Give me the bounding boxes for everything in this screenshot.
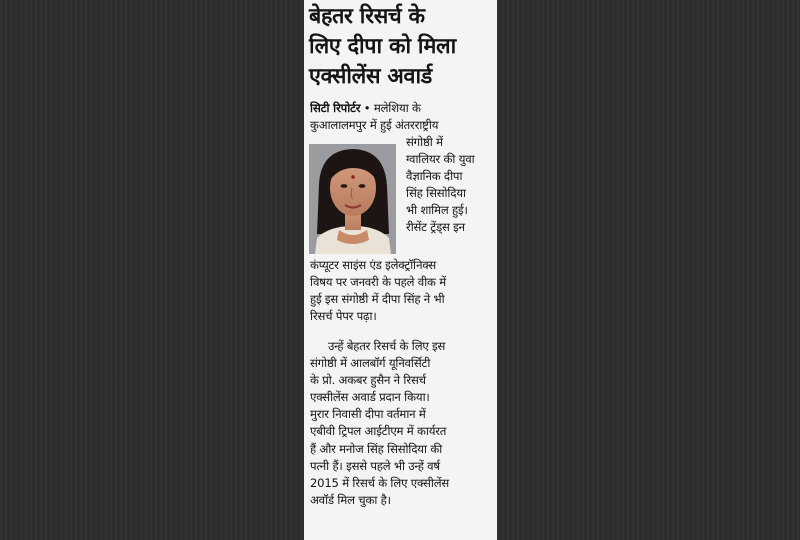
paragraph-2 bbox=[310, 338, 494, 509]
headline-line-1: बेहतर रिसर्च के bbox=[309, 4, 425, 29]
headline bbox=[309, 2, 495, 92]
article-lead bbox=[310, 100, 494, 134]
lead-text: मलेशिया के bbox=[373, 101, 421, 115]
body-line: रिसर्च पेपर पढ़ा। bbox=[310, 309, 377, 324]
dark-background-right bbox=[497, 0, 800, 540]
headline-line-2: लिए दीपा को मिला bbox=[309, 34, 456, 59]
headline-line-3: एक्सीलेंस अवार्ड bbox=[309, 64, 432, 89]
body-line: विषय पर जनवरी के पहले वीक में bbox=[310, 275, 446, 290]
body-line: संगोष्ठी में bbox=[406, 135, 443, 149]
byline-line bbox=[310, 100, 494, 117]
body-line: हुई इस संगोष्ठी में दीपा सिंह ने भी bbox=[310, 292, 445, 307]
body-line: रीसेंट ट्रेंड्स इन bbox=[406, 220, 465, 235]
dark-background-left bbox=[0, 0, 304, 540]
body-line: एक्सीलेंस अवार्ड प्रदान किया। bbox=[310, 390, 430, 405]
body-line: हैं और मनोज सिंह सिसोदिया की bbox=[310, 441, 443, 456]
body-line: एबीवी ट्रिपल आईटीएम में कार्यरत bbox=[310, 424, 447, 439]
body-line: संगोष्ठी में आलबॉर्ग यूनिवर्सिटी bbox=[310, 356, 431, 371]
body-line: मुरार निवासी दीपा वर्तमान में bbox=[310, 407, 426, 422]
body-line: 2015 में रिसर्च के लिए एक्सीलेंस bbox=[310, 475, 449, 490]
body-line: पत्नी हैं। इससे पहले भी उन्हें वर्ष bbox=[310, 458, 440, 473]
body-line: भी शामिल हुई। bbox=[406, 203, 468, 218]
body-line: कुआलालमपुर में हुई अंतरराष्ट्रीय bbox=[310, 118, 439, 133]
body-line: उन्हें बेहतर रिसर्च के लिए इस bbox=[328, 339, 446, 353]
body-line: अवॉर्ड मिल चुका है। bbox=[310, 492, 391, 507]
body-line: के प्रो. अकबर हुसैन ने रिसर्च bbox=[310, 373, 426, 388]
newspaper-clipping bbox=[304, 0, 497, 540]
body-line: कंप्यूटर साइंस एंड इलेक्ट्रॉनिक्स bbox=[310, 258, 436, 272]
paragraph-1 bbox=[310, 257, 494, 325]
body-line: सिंह सिसोदिया bbox=[406, 186, 466, 201]
body-line: ग्वालियर की युवा bbox=[406, 152, 475, 167]
bullet: • bbox=[363, 101, 371, 115]
body-line: वैज्ञानिक दीपा bbox=[406, 169, 463, 184]
byline: सिटी रिपोर्टर bbox=[310, 101, 361, 115]
text-beside-photo bbox=[310, 134, 494, 237]
